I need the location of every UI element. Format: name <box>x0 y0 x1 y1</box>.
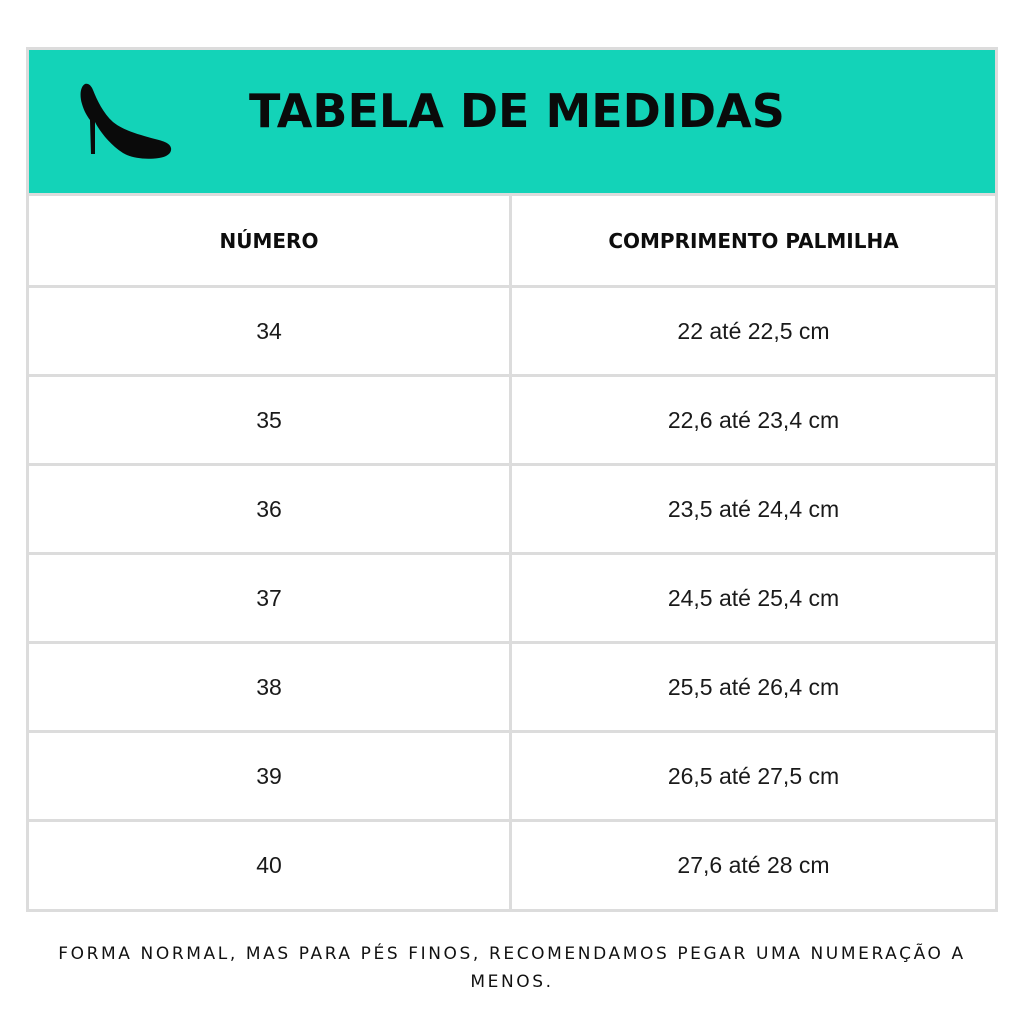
table-row <box>29 377 995 466</box>
insole-length-cell: 23,5 até 24,4 cm <box>667 495 840 522</box>
table-row <box>29 288 995 377</box>
table-row <box>29 555 995 644</box>
table-row <box>29 466 995 555</box>
column-header-comprimento: COMPRIMENTO PALMILHA <box>608 228 899 253</box>
high-heel-shoe-icon <box>79 78 173 160</box>
insole-length-cell: 25,5 até 26,4 cm <box>667 673 840 700</box>
column-header-numero: NÚMERO <box>29 196 512 285</box>
insole-length-cell: 22,6 até 23,4 cm <box>667 406 840 433</box>
size-number-cell: 39 <box>29 733 512 819</box>
column-header-row <box>29 196 995 288</box>
table-row <box>29 822 995 909</box>
table-header <box>29 50 995 196</box>
table-title: TABELA DE MEDIDAS <box>249 84 785 138</box>
size-number-cell: 40 <box>29 822 512 909</box>
table-row <box>29 733 995 822</box>
size-number-cell: 35 <box>29 377 512 463</box>
size-grid <box>29 196 995 909</box>
insole-length-cell: 26,5 até 27,5 cm <box>667 762 840 789</box>
size-number-cell: 34 <box>29 288 512 374</box>
size-number-cell: 38 <box>29 644 512 730</box>
insole-length-cell: 27,6 até 28 cm <box>677 852 830 878</box>
size-number-cell: 37 <box>29 555 512 641</box>
table-row <box>29 644 995 733</box>
insole-length-cell: 24,5 até 25,4 cm <box>667 584 840 611</box>
insole-length-cell: 22 até 22,5 cm <box>677 317 830 344</box>
size-table <box>26 47 998 912</box>
footnote: FORMA NORMAL, MAS PARA PÉS FINOS, RECOMENDAMOS PEGAR UMA NUMERAÇÃO A MENOS. <box>58 944 966 992</box>
size-number-cell: 36 <box>29 466 512 552</box>
